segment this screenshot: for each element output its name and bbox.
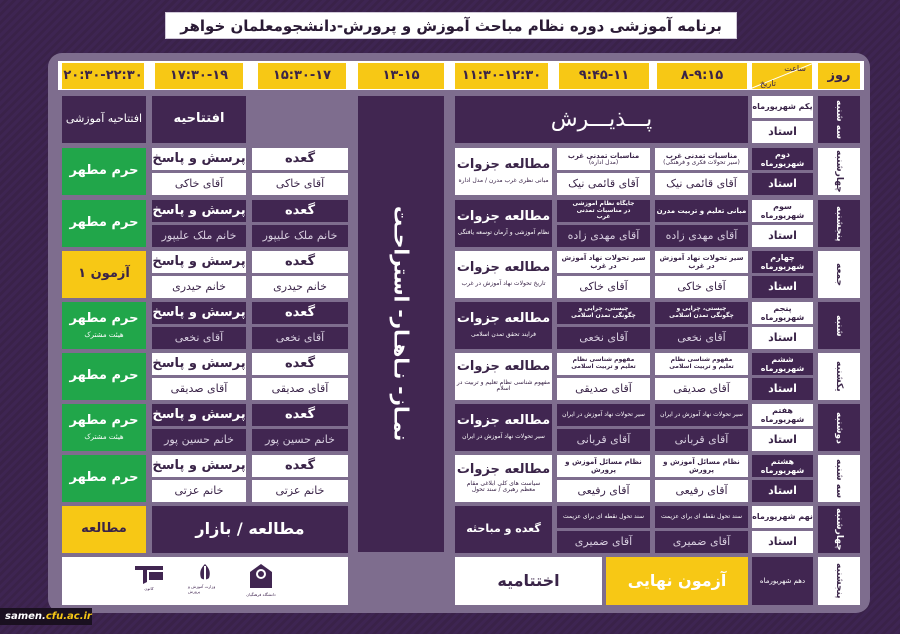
study-market-cell: مطالعه / بازار: [152, 506, 348, 553]
ostad-label: استاد: [752, 480, 813, 502]
day-cell: چهارشنبه: [818, 148, 860, 195]
study-cell: مطالعه جزوات سیر تحولات نهاد آموزش در ایران: [455, 404, 552, 451]
gathering-title: گعده: [252, 200, 348, 222]
header-time-label: ساعت: [784, 64, 806, 73]
day-cell: دوشنبه: [818, 404, 860, 451]
lecturer: آقای خاکی: [557, 276, 650, 298]
session-title: سیر تحولات نهاد آموزش در غرب: [557, 251, 650, 273]
ostad-label: استاد: [752, 327, 813, 349]
lecturer: آقای نخعی: [557, 327, 650, 349]
farhangian-university-logo: دانشگاه فرهنگیان: [244, 562, 278, 600]
header-day: روز: [818, 63, 860, 89]
qa-title: پرسش و پاسخ: [152, 404, 246, 426]
date-cell: چهارم شهریورماه: [752, 251, 813, 273]
lecturer: آقای مهدی زاده: [655, 225, 748, 247]
date-cell: نهم شهریورماه: [752, 506, 813, 528]
lecturer: خانم حیدری: [152, 276, 246, 298]
session-title: سیر تحولات نهاد آموزش در ایران: [557, 404, 650, 426]
lecturer: خانم عزتی: [152, 480, 246, 502]
lecturer: آقای قائمی نیک: [655, 173, 748, 195]
header-slot-7: ۲۰:۳۰-۲۲:۳۰: [62, 63, 144, 89]
date-cell: هشتم شهریورماه: [752, 455, 813, 477]
lecturer: آقای صدیقی: [557, 378, 650, 400]
date-cell: دهم شهریورماه: [752, 557, 813, 605]
header-date-label: تاریخ: [760, 79, 776, 88]
lecturer: آقای خاکی: [152, 173, 246, 195]
opening-edu-cell: افتتاحیه آموزشی: [62, 96, 146, 143]
header-slot-6: ۱۷:۳۰-۱۹: [155, 63, 243, 89]
date-cell: دوم شهریورماه: [752, 148, 813, 170]
ostad-label: استاد: [752, 531, 813, 553]
header-slot-2: ۹:۴۵-۱۱: [559, 63, 649, 89]
lecturer: آقای قربانی: [655, 429, 748, 451]
session-title: مناسبات تمدنی غرب (سیر تحولات فکری و فرهنگی): [655, 148, 748, 170]
gathering-title: گعده: [252, 404, 348, 426]
lecturer: خانم ملک علیپور: [152, 225, 246, 247]
session-title: چیستی، چرایی و چگونگی تمدن اسلامی: [557, 302, 650, 324]
ministry-emblem-icon: وزارت آموزش و پرورش: [188, 562, 222, 600]
day-cell: یکشنبه: [818, 353, 860, 400]
shrine-cell: حرم مطهر هیئت مشترک: [62, 302, 146, 349]
ostad-label: استاد: [752, 378, 813, 400]
session-title: سند تحول نقطه ای برای عزیمت: [557, 506, 650, 528]
final-exam-cell: آزمون نهایی: [606, 557, 748, 605]
day-cell: چهارشنبه: [818, 506, 860, 553]
shrine-cell: حرم مطهر: [62, 200, 146, 247]
shrine-cell: حرم مطهر: [62, 148, 146, 195]
rest-column: [358, 96, 444, 552]
study-cell: مطالعه جزوات تاریخ تحولات نهاد آموزش در غرب: [455, 251, 552, 298]
lecturer: آقای ضمیری: [655, 531, 748, 553]
study-cell: مطالعه جزوات مبانی نظری غرب مدرن / مدل اداره: [455, 148, 552, 195]
day-cell: پنجشنبه: [818, 557, 860, 605]
lecturer: آقای خاکی: [252, 173, 348, 195]
shrine-cell: حرم مطهر: [62, 353, 146, 400]
session-title: نظام مسائل آموزش و پرورش: [655, 455, 748, 477]
qa-title: پرسش و پاسخ: [152, 251, 246, 273]
session-title: چیستی، چرایی و چگونگی تمدن اسلامی: [655, 302, 748, 324]
page-title: برنامه آموزشی دوره نظام مباحث آموزش و پرورش-دانشجومعلمان خواهر: [165, 12, 737, 39]
day-cell: جمعه: [818, 251, 860, 298]
header-slot-3: ۱۱:۳۰-۱۲:۳۰: [455, 63, 548, 89]
study-cell: مطالعه جزوات مفهوم شناسی نظام تعلیم و تربیت در اسلام: [455, 353, 552, 400]
study-cell: مطالعه جزوات سیاست های کلی ابلاغی مقام معظم رهبری / سند تحول: [455, 455, 552, 502]
header-slot-1: ۸-۹:۱۵: [657, 63, 747, 89]
session-title: مناسبات تمدنی غرب (مدل اداره): [557, 148, 650, 170]
date-cell: پنجم شهریورماه: [752, 302, 813, 324]
lecturer: خانم ملک علیپور: [252, 225, 348, 247]
discussion-cell: گعده و مباحثه: [455, 506, 552, 553]
qa-title: پرسش و پاسخ: [152, 353, 246, 375]
session-title: مفهوم شناسی نظام تعلیم و تربیت اسلامی: [655, 353, 748, 375]
ostad-label: استاد: [752, 276, 813, 298]
lecturer: آقای خاکی: [655, 276, 748, 298]
lecturer: خانم حسین پور: [252, 429, 348, 451]
ostad-label: استاد: [752, 225, 813, 247]
date-cell: سوم شهریورماه: [752, 200, 813, 222]
session-title: جایگاه نظام آموزشی در مناسبات تمدنی غرب: [557, 200, 650, 222]
session-title: سند تحول نقطه ای برای عزیمت: [655, 506, 748, 528]
study-cell: مطالعه جزوات نظام آموزشی و آرمان توسعه یافتگی: [455, 200, 552, 247]
gathering-title: گعده: [252, 148, 348, 170]
study-cell: مطالعه: [62, 506, 146, 553]
lecturer: آقای صدیقی: [655, 378, 748, 400]
opening-cell: افتتاحیه: [152, 96, 246, 143]
gathering-title: گعده: [252, 455, 348, 477]
ostad-label: استاد: [752, 173, 813, 195]
session-title: مبانی تعلیم و تربیت مدرن: [655, 200, 748, 222]
session-title: سیر تحولات نهاد آموزش در ایران: [655, 404, 748, 426]
lecturer: آقای رفیعی: [655, 480, 748, 502]
gathering-title: گعده: [252, 251, 348, 273]
header-slot-5: ۱۵:۳۰-۱۷: [258, 63, 346, 89]
closing-cell: اختتامیه: [455, 557, 602, 605]
lecturer: آقای مهدی زاده: [557, 225, 650, 247]
lecturer: آقای ضمیری: [557, 531, 650, 553]
session-title: نظام مسائل آموزش و پرورش: [557, 455, 650, 477]
header-slot-4: ۱۳-۱۵: [358, 63, 444, 89]
lecturer: آقای رفیعی: [557, 480, 650, 502]
gathering-title: گعده: [252, 302, 348, 324]
day-cell: شنبه: [818, 302, 860, 349]
exam-cell: آزمون ۱: [62, 251, 146, 298]
day-cell: سه شنبه: [818, 96, 860, 143]
session-title: سیر تحولات نهاد آموزش در غرب: [655, 251, 748, 273]
reception-cell: پـــذیـــرش: [455, 96, 748, 143]
qa-title: پرسش و پاسخ: [152, 455, 246, 477]
lecturer: آقای صدیقی: [252, 378, 348, 400]
watermark: samen. cfu.ac.ir: [0, 608, 92, 625]
ostad-label: استاد: [752, 429, 813, 451]
ostad-label: استاد: [752, 121, 813, 143]
session-title: مفهوم شناسی نظام تعلیم و تربیت اسلامی: [557, 353, 650, 375]
lecturer: آقای قائمی نیک: [557, 173, 650, 195]
shrine-cell: حرم مطهر: [62, 455, 146, 502]
lecturer: آقای قربانی: [557, 429, 650, 451]
study-cell: مطالعه جزوات فرایند تحقق تمدن اسلامی: [455, 302, 552, 349]
lecturer: خانم عزتی: [252, 480, 348, 502]
shrine-cell: حرم مطهر هیئت مشترک: [62, 404, 146, 451]
kanoon-logo: کانون: [132, 562, 166, 600]
qa-title: پرسش و پاسخ: [152, 302, 246, 324]
date-cell: یکم شهریورماه: [752, 96, 813, 118]
lecturer: آقای نخعی: [152, 327, 246, 349]
qa-title: پرسش و پاسخ: [152, 148, 246, 170]
lecturer: خانم حیدری: [252, 276, 348, 298]
lecturer: آقای صدیقی: [152, 378, 246, 400]
rest-column-label: نمـاز- نـاهـار- استراحـت: [389, 206, 414, 442]
day-cell: سه شنبه: [818, 455, 860, 502]
date-cell: هفتم شهریورماه: [752, 404, 813, 426]
logos-strip: [62, 557, 348, 605]
day-cell: پنجشنبه: [818, 200, 860, 247]
gathering-title: گعده: [252, 353, 348, 375]
lecturer: آقای نخعی: [252, 327, 348, 349]
lecturer: خانم حسین پور: [152, 429, 246, 451]
qa-title: پرسش و پاسخ: [152, 200, 246, 222]
date-cell: ششم شهریورماه: [752, 353, 813, 375]
header-date-time: [752, 63, 812, 89]
lecturer: آقای نخعی: [655, 327, 748, 349]
